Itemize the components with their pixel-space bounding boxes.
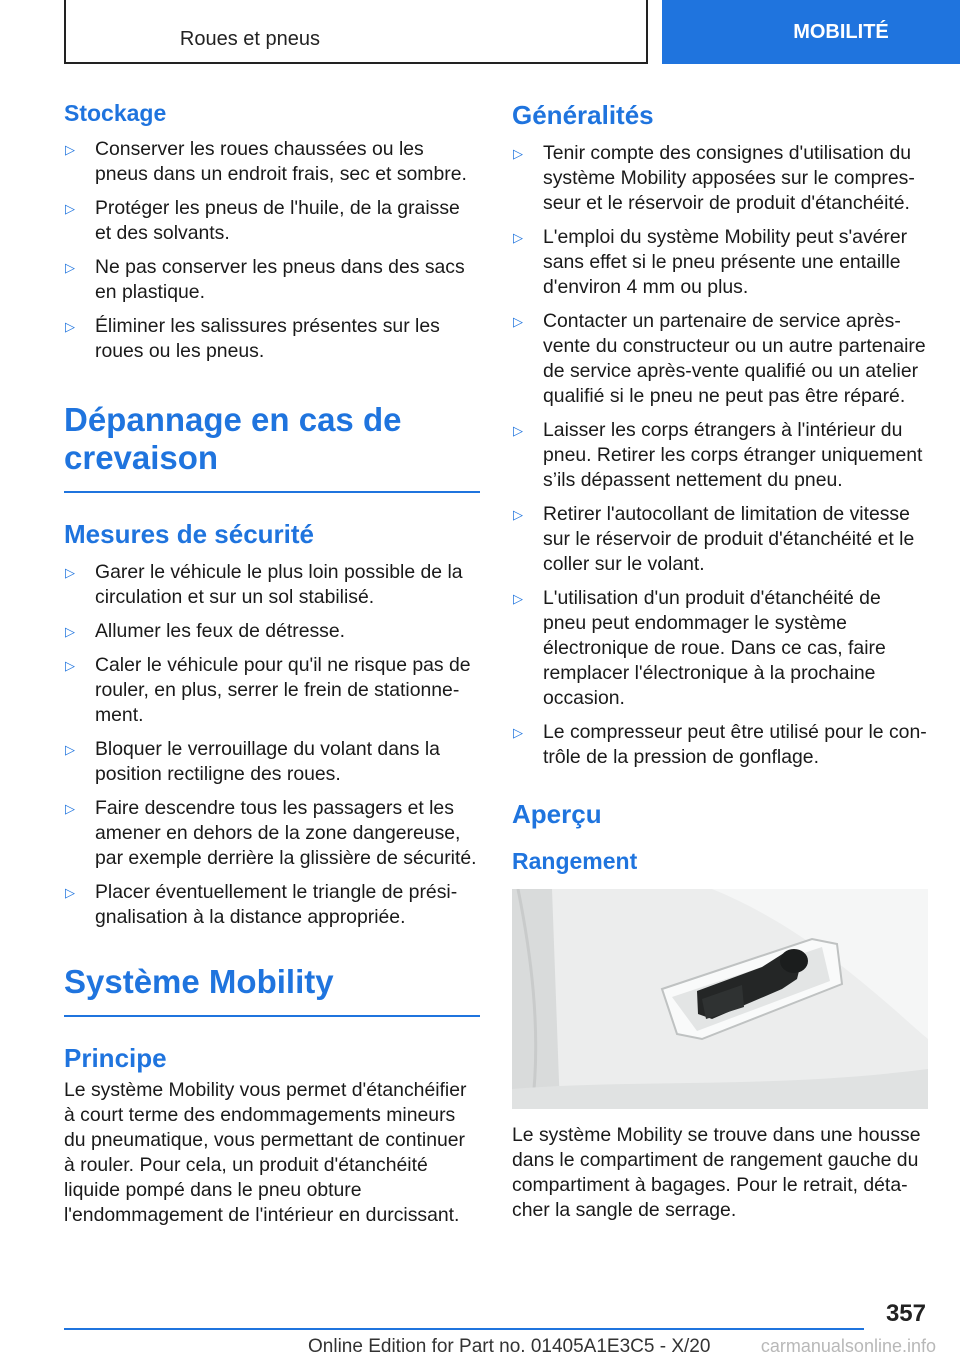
rangement-paragraph: Le système Mobility se trouve dans une housse dans le compartiment de rangement gauche du compartiment à bagages. Pour le retrait, détacher la sangle de serrage. bbox=[512, 1124, 921, 1221]
triangle-bullet-icon: ▷ bbox=[65, 658, 75, 673]
list-item: ▷ Retirer l'autocollant de limitation de vitesse sur le réservoir de produit d'étanchéité et le coller sur le volant. bbox=[513, 503, 915, 575]
triangle-bullet-icon: ▷ bbox=[513, 146, 523, 161]
list-item: ▷ Garer le véhicule le plus loin possible de la circulation et sur un sol stabilisé. bbox=[65, 561, 463, 608]
page-number: 357 bbox=[885, 1300, 926, 1327]
right-column bbox=[512, 100, 928, 1223]
header-frame bbox=[64, 0, 648, 64]
triangle-bullet-icon: ▷ bbox=[65, 201, 75, 216]
list-item: ▷ Allumer les feux de détresse. bbox=[65, 620, 346, 642]
section-divider bbox=[64, 491, 480, 493]
rangement-heading: Rangement bbox=[512, 848, 638, 874]
triangle-bullet-icon: ▷ bbox=[65, 801, 75, 816]
list-item: ▷ Le compresseur peut être utilisé pour le contrôle de la pression de gonflage. bbox=[513, 721, 927, 768]
list-item: ▷ Ne pas conserver les pneus dans des sacs en plastique. bbox=[65, 256, 465, 303]
triangle-bullet-icon: ▷ bbox=[513, 314, 523, 329]
triangle-bullet-icon: ▷ bbox=[513, 591, 523, 606]
triangle-bullet-icon: ▷ bbox=[65, 565, 75, 580]
triangle-bullet-icon: ▷ bbox=[513, 230, 523, 245]
list-item: ▷ Conserver les roues chaussées ou les pneus dans un endroit frais, sec et sombre. bbox=[65, 138, 467, 185]
mesures-heading: Mesures de sécurité bbox=[64, 519, 315, 549]
stockage-heading: Stockage bbox=[64, 100, 167, 126]
list-item: ▷ Tenir compte des consignes d'utilisation du système Mobility apposées sur le compresseur et le réservoir de produit d'étanchéité. bbox=[513, 142, 915, 214]
triangle-bullet-icon: ▷ bbox=[65, 319, 75, 334]
triangle-bullet-icon: ▷ bbox=[513, 725, 523, 740]
principe-paragraph: Le système Mobility vous permet d'étanchéifier à court terme des endommagements mineurs du pneumatique, vous permettant de continuer à rouler. Pour cela, un produit d'étanchéité liquide pompé dans le pneu obture l'endommagement de l'intérieur en durcissant. bbox=[64, 1079, 467, 1226]
systeme-mobility-heading: Système Mobility bbox=[64, 963, 334, 1000]
header-chapter-tab[interactable]: MOBILITÉ bbox=[662, 0, 960, 64]
apercu-heading: Aperçu bbox=[512, 799, 602, 829]
section-divider bbox=[64, 1015, 480, 1017]
triangle-bullet-icon: ▷ bbox=[65, 142, 75, 157]
footer-edition-text: Online Edition for Part no. 01405A1E3C5 - X/20 bbox=[308, 1336, 711, 1357]
stockage-list bbox=[64, 137, 480, 364]
header-section-title: Roues et pneus bbox=[179, 28, 320, 50]
list-item: ▷ Laisser les corps étrangers à l'intérieur du pneu. Retirer les corps étranger uniquement s’ils dépassent nettement du pneu. bbox=[513, 419, 923, 491]
left-column bbox=[64, 100, 480, 1228]
footer-divider bbox=[64, 1328, 864, 1330]
triangle-bullet-icon: ▷ bbox=[65, 260, 75, 275]
list-item: ▷ Protéger les pneus de l'huile, de la graisse et des solvants. bbox=[65, 197, 460, 244]
depannage-heading: Dépannage en cas de crevaison bbox=[64, 401, 402, 476]
list-item: ▷ Bloquer le verrouillage du volant dans la position rectiligne des roues. bbox=[65, 738, 440, 785]
list-item: ▷ Placer éventuellement le triangle de présignalisation à la distance appropriée. bbox=[65, 881, 458, 928]
triangle-bullet-icon: ▷ bbox=[65, 885, 75, 900]
triangle-bullet-icon: ▷ bbox=[65, 624, 75, 639]
mesures-list bbox=[64, 560, 480, 930]
watermark: carmanualsonline.info bbox=[760, 1336, 936, 1356]
storage-compartment-image bbox=[512, 889, 928, 1109]
list-item: ▷ Caler le véhicule pour qu'il ne risque pas de rouler, en plus, serrer le frein de stationnement. bbox=[65, 654, 471, 726]
generalites-heading: Généralités bbox=[512, 100, 654, 130]
triangle-bullet-icon: ▷ bbox=[65, 742, 75, 757]
list-item: ▷ Contacter un partenaire de service après-vente du constructeur ou un autre partenaire de service après-vente qualifié ou un atelier qualifié si le pneu ne peut pas être réparé. bbox=[513, 310, 926, 407]
list-item: ▷ L'utilisation d'un produit d'étanchéité de pneu peut endommager le système électronique de roue. Dans ce cas, faire remplacer l'électronique à la prochaine occasion. bbox=[513, 587, 886, 709]
generalites-list bbox=[512, 141, 928, 770]
list-item: ▷ Faire descendre tous les passagers et les amener en dehors de la zone dangereuse, par exemple derrière la glissière de sécurité. bbox=[65, 797, 477, 869]
triangle-bullet-icon: ▷ bbox=[513, 423, 523, 438]
triangle-bullet-icon: ▷ bbox=[513, 507, 523, 522]
list-item: ▷ Éliminer les salissures présentes sur les roues ou les pneus. bbox=[65, 315, 440, 362]
mobility-storage-photo bbox=[512, 889, 928, 1109]
principe-heading: Principe bbox=[64, 1043, 167, 1073]
list-item: ▷ L'emploi du système Mobility peut s'avérer sans effet si le pneu présente une entaille d'environ 4 mm ou plus. bbox=[513, 226, 908, 298]
